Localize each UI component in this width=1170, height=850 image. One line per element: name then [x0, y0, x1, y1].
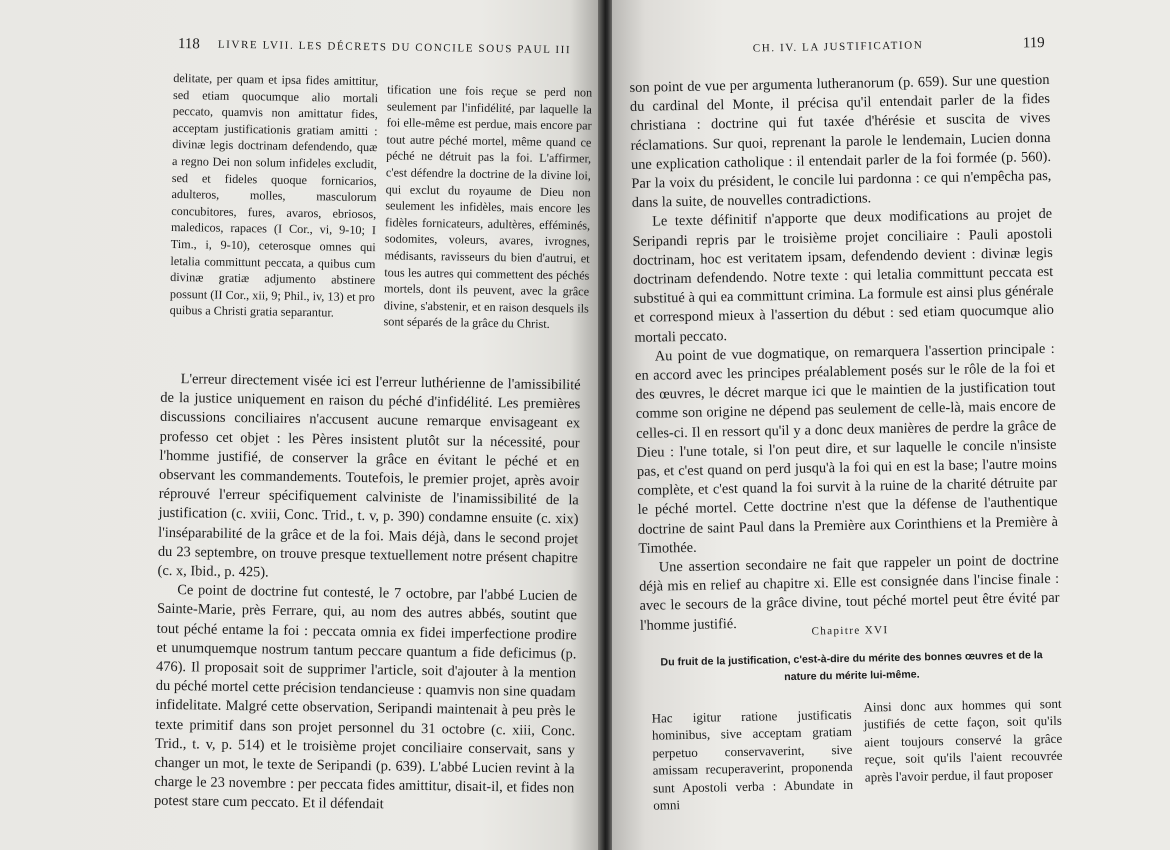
commentary-paragraph: Une assertion secondaire ne fait que rappeler un point de doctrine déjà mis en relief au chapitre xi. Elle est consignée dans l'incise finale : avec le secours de la grâce divine, tout péché mortel peut être évité par l'homme justifié. [639, 551, 1060, 634]
page-number: 119 [1022, 34, 1045, 52]
running-head: CH. IV. LA JUSTIFICATION [752, 39, 924, 55]
french-translation-column [863, 695, 1063, 786]
french-translation: tification une fois reçue se perd non seulement par l'infidélité, par laquelle la foi elle-même est perdue, mais encore par tout autre péché mortel, même quand ce péché ne détruit pas la foi. L'affirmer, c'est défendre la doctrine de la divine loi, qui exclut du royaume de Dieu non seulement les infidèles, mais encore les fidèles fornicateurs, adultères, efféminés, sodomites, voleurs, avares, ivrognes, médisants, ravisseurs du bien d'autrui, et tous les autres qui commettent des péchés mortels, dont ils peuvent, avec la grâce divine, s'abstenir, et en raison desquels ils sont séparés de la grâce du Christ. [383, 82, 593, 332]
commentary-paragraph: son point de vue per argumenta lutheranorum (p. 659). Sur une question du cardinal del Monte, il précisa qu'il entendait parler de la fides christiana : doctrine qui fut taxée d'hérésie et suscita de vives réclamations. Sur quoi, reprenant la parole le lendemain, Lucien donna une explication catholique : il entendait parler de la foi formée (p. 560). Par la voix du président, le concile lui pardonna : ce qui n'empêcha pas, dans la suite, de nouvelles contradictions. [629, 71, 1052, 212]
latin-text-column [170, 70, 379, 322]
running-head: LIVRE LVII. LES DÉCRETS DU CONCILE SOUS PAUL III [217, 38, 572, 57]
left-page-content [7, 0, 600, 813]
chapter-heading: Du fruit de la justification, c'est-à-dire du mérite des bonnes œuvres et de la nature du mérite lui-même. [660, 649, 1043, 684]
latin-text-column [652, 706, 854, 814]
commentary-body [154, 370, 581, 818]
commentary-paragraph: L'erreur directement visée ici est l'erreur luthérienne de l'amissibilité de la justice uniquement en raison du péché d'infidélité. Les premières discussions conciliaires n'accusent aucune remarque envisageant ex professo cet objet : les Pères insistent plutôt sur la nécessité, pour l'homme justifié, de conserver la grâce en évitant le péché et en observant les commandements. Toutefois, le premier projet, après avoir réprouvé l'erreur spécifiquement calviniste de l'inamissibilité de la justification (c. xviii, Conc. Trid., t. v, p. 390) condamne ensuite (c. xix) l'inséparabilité de la grâce et de la foi. Mais déjà, dans le second projet du 23 septembre, on trouve presque textuellement notre présent chapitre (c. x, Ibid., p. 425). [157, 371, 581, 581]
french-translation-column [383, 81, 592, 333]
page-number: 118 [177, 36, 200, 53]
commentary-paragraph: Ce point de doctrine fut contesté, le 7 octobre, par l'abbé Lucien de Sainte-Marie, près Ferrare, qui, au nom des autres abbés, soutint que tout péché entame la foi : peccata omnia ex fidei imperfectione prodire et unumquemque nostrum tantum peccare quantum a fide deficimus (p. 476). Il proposait soit de supprimer l'article, soit d'ajouter à la mention du péché mortel cette précision tendancieuse : quamvis non sine quadam infidelitate. Malgré cette observation, Seripandi maintenait à peu près le texte primitif dans son projet personnel du 31 octobre (c. xiii, Conc. Trid., t. v, p. 514) et le troisième projet conciliaire conservait, sans y changer un mot, le texte de Seripandi (p. 639). L'abbé Lucien revint à la charge le 23 novembre : per peccata fides amittitur, disait-il, et fides non potest stare cum peccato. Et il défendait [153, 582, 578, 813]
commentary-paragraph: Au point de vue dogmatique, on remarquera l'assertion principale : en accord avec les principes préalablement posés sur le rôle de la foi et des œuvres, le décret marque ici que le maintien de la justification tout comme son origine ne dépend pas seulement de celle-là, mais encore de celles-ci. Il en ressort qu'il y a donc deux manières de perdre la grâce de Dieu : l'une totale, si l'on peut dire, et sur laquelle le concile n'insiste pas, et c'est quand on perd jusqu'à la foi qui en est la base; l'autre moins complète, et c'est quand la foi survit à la ruine de la charité détruite par le péché mortel. Cette doctrine n'est que la défense de l'authentique doctrine de saint Paul dans la Première aux Corinthiens et la Première à Timothée. [634, 340, 1059, 557]
commentary-body [629, 71, 1060, 636]
latin-text: Hac igitur ratione justificatis hominibus, sive acceptam gratiam perpetuo conservaverint, sive amissam recuperaverint, proponenda sunt Apostoli verba : Abundate in omni [651, 706, 854, 813]
commentary-paragraph: Le texte définitif n'apporte que deux modifications au projet de Seripandi repris par le troisième projet conciliaire : Pauli apostoli doctrinam, hoc est veritatem ipsam, defendendo devient : divinæ legis doctrinam defendendo. Notre texte : qui letalia committunt peccata est substitué à qui ea committunt crimina. La formule est ainsi plus générale et correspond mieux à l'assertion du début : sed etiam quocumque alio mortali peccato. [632, 206, 1055, 346]
french-translation: Ainsi donc aux hommes qui sont justifiés de cette façon, soit qu'ils aient toujours conservé la grâce reçue, soit qu'ils l'aient recouvrée après l'avoir perdue, il faut proposer [863, 695, 1063, 785]
right-page [612, 0, 1170, 850]
latin-text: delitate, per quam et ipsa fides amittitur, sed etiam quocumque alio mortali peccato, quamvis non amittatur fides, acceptam justificationis gratiam amitti : divinæ legis doctrinam defendendo, quæ a regno Dei non solum infideles excludit, sed et fideles quoque fornicarios, adulteros, molles, masculorum concubitores, fures, avaros, ebriosos, maledicos, rapaces (I Cor., vi, 9-10; I Tim., i, 9-10), ceterosque omnes qui letalia committunt peccata, a quibus cum divinæ gratiæ adjumento abstinere possunt (II Cor., xii, 9; Phil., iv, 13) et pro quibus a Christi gratia separantur. [169, 70, 379, 320]
right-page-content [612, 0, 1162, 813]
chapter-title: Chapitre XVI [811, 624, 889, 638]
